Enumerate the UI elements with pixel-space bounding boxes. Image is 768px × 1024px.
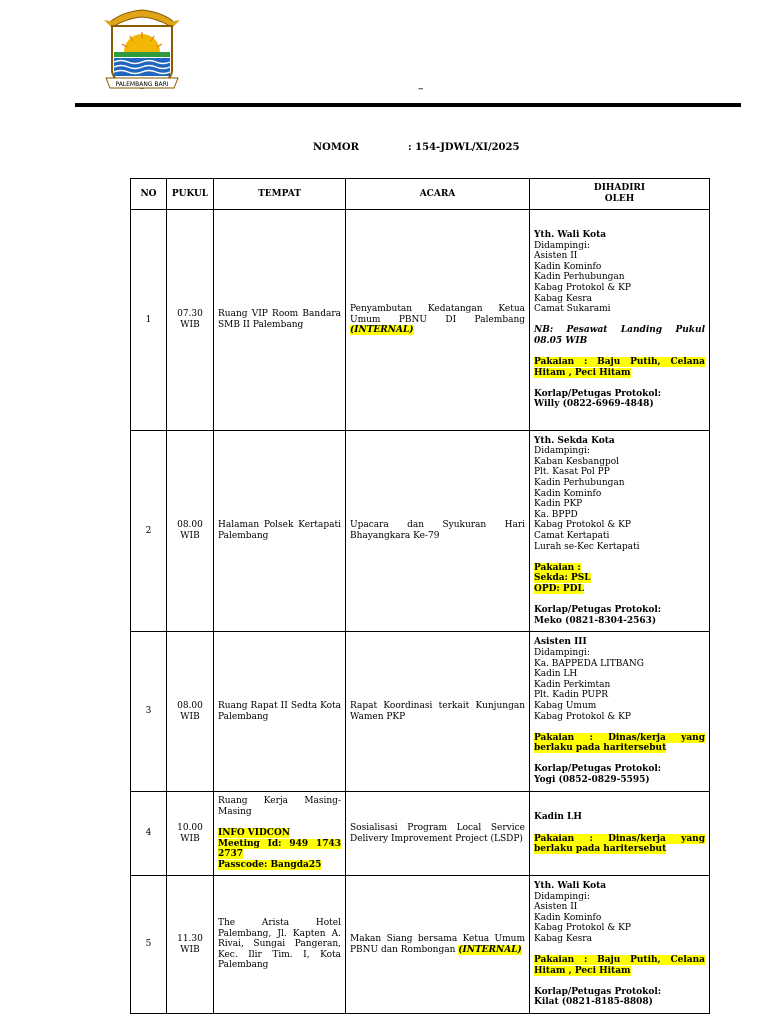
didampingi-label: Didampingi: <box>534 240 590 251</box>
table-row <box>131 876 710 1014</box>
table-row <box>131 792 710 876</box>
cell-tempat <box>214 792 346 876</box>
attendee-item: Lurah se-Kec Kertapati <box>534 541 640 552</box>
pakaian-note: Pakaian : Baju Putih, Celana Hitam , Peci Hitam <box>534 357 705 378</box>
attendee-item: Plt. Kasat Pol PP <box>534 467 610 478</box>
pukul-zone: WIB <box>180 833 200 844</box>
cell-tempat: Ruang Rapat II Sedta Kota Palembang <box>214 632 346 792</box>
pukul-time: 08.00 <box>177 700 203 711</box>
cell-acara <box>346 876 530 1014</box>
cell-no: 5 <box>131 876 167 1014</box>
tempat-text: Ruang Kerja Masing-Masing <box>218 796 341 818</box>
cell-acara: Upacara dan Syukuran Hari Bhayangkara Ke-79 <box>346 431 530 632</box>
cell-acara: Sosialisasi Program Local Service Delivery Improvement Project (LSDP) <box>346 792 530 876</box>
pakaian-sekda: Sekda: PSL <box>534 573 591 584</box>
col-header-dihadiri-line1: DIHADIRI <box>593 183 646 194</box>
attendee-head: Asisten III <box>534 637 587 648</box>
cell-pukul <box>167 210 214 431</box>
header-divider <box>75 103 741 107</box>
pakaian-note: Pakaian : Dinas/kerja yang berlaku pada haritersebut <box>534 833 705 855</box>
attendee-item: Kabag Kesra <box>534 933 592 944</box>
pakaian-opd: OPD: PDL <box>534 583 584 594</box>
korlap-contact: Yogi (0852-0829-5595) <box>534 775 650 786</box>
attendee-item: Kabag Kesra <box>534 293 592 304</box>
cell-pukul <box>167 792 214 876</box>
korlap-label: Korlap/Petugas Protokol: <box>534 764 662 775</box>
korlap-label: Korlap/Petugas Protokol: <box>534 605 662 616</box>
col-header-tempat: TEMPAT <box>214 179 346 210</box>
cell-pukul <box>167 632 214 792</box>
attendee-item: Kadin Perhubungan <box>534 478 625 489</box>
cell-pukul <box>167 876 214 1014</box>
attendee-item: Kabag Umum <box>534 700 597 711</box>
attendee-item: Ka. BAPPEDA LITBANG <box>534 658 644 669</box>
pukul-time: 08.00 <box>177 520 203 531</box>
korlap-contact: Willy (0822-6969-4848) <box>534 399 654 410</box>
didampingi-label: Didampingi: <box>534 891 590 902</box>
acara-text: Penyambutan Kedatangan Ketua Umum PBNU DI Palembang <box>350 304 525 325</box>
acara-tag: (INTERNAL) <box>350 325 414 336</box>
pukul-time: 11.30 <box>177 933 203 944</box>
cell-acara: Rapat Koordinasi terkait Kunjungan Wamen PKP <box>346 632 530 792</box>
pakaian-note: Pakaian : Dinas/kerja yang berlaku pada haritersebut <box>534 732 705 754</box>
table-header-row <box>131 179 710 210</box>
col-header-pukul: PUKUL <box>167 179 214 210</box>
col-header-no: NO <box>131 179 167 210</box>
acara-tag: (INTERNAL) <box>458 944 522 955</box>
pukul-zone: WIB <box>180 711 200 722</box>
attendee-item: Kadin Kominfo <box>534 488 602 499</box>
attendee-head: Yth. Wali Kota <box>534 229 607 240</box>
header-dash: – <box>418 82 424 95</box>
attendee-item: Kaban Kesbangpol <box>534 456 620 467</box>
pukul-zone: WIB <box>180 944 200 955</box>
cell-tempat: Ruang VIP Room Bandara SMB II Palembang <box>214 210 346 431</box>
attendee-item: Kadin LH <box>534 669 578 680</box>
attendee-item: Kadin Kominfo <box>534 912 602 923</box>
cell-no: 1 <box>131 210 167 431</box>
attendee-item: Kabag Protokol & KP <box>534 282 631 293</box>
pukul-time: 07.30 <box>177 309 203 320</box>
cell-no: 3 <box>131 632 167 792</box>
attendee-head: Yth. Wali Kota <box>534 880 607 891</box>
cell-no: 4 <box>131 792 167 876</box>
nb-note: NB: Pesawat Landing Pukul 08.05 WIB <box>534 325 705 346</box>
cell-dihadiri <box>530 632 710 792</box>
table-row <box>131 210 710 431</box>
vidcon-meeting-id: Meeting Id: 949 1743 2737 <box>218 838 341 860</box>
cell-dihadiri <box>530 876 710 1014</box>
cell-tempat: Halaman Polsek Kertapati Palembang <box>214 431 346 632</box>
attendee-head: Yth. Sekda Kota <box>534 435 615 446</box>
attendee-item: Kabag Protokol & KP <box>534 711 631 722</box>
table-row <box>131 632 710 792</box>
col-header-dihadiri-line2: OLEH <box>604 194 635 204</box>
pakaian-note: Pakaian : <box>534 562 581 573</box>
vidcon-passcode: Passcode: Bangda25 <box>218 859 322 870</box>
schedule-table <box>130 178 710 1014</box>
attendee-item: Kabag Protokol & KP <box>534 520 631 531</box>
korlap-label: Korlap/Petugas Protokol: <box>534 986 662 997</box>
attendee-item: Camat Kertapati <box>534 531 610 541</box>
cell-dihadiri <box>530 431 710 632</box>
attendee-item: Kadin Perkimtan <box>534 679 611 690</box>
nomor-value: : 154-JDWL/XI/2025 <box>408 142 520 153</box>
nomor-label: NOMOR <box>313 142 359 153</box>
cell-acara <box>346 210 530 431</box>
attendee-item: Asisten II <box>534 902 578 913</box>
pukul-time: 10.00 <box>177 822 203 833</box>
attendee-item: Asisten II <box>534 251 578 262</box>
didampingi-label: Didampingi: <box>534 446 590 457</box>
cell-dihadiri <box>530 210 710 431</box>
table-row <box>131 431 710 632</box>
korlap-label: Korlap/Petugas Protokol: <box>534 388 662 399</box>
didampingi-label: Didampingi: <box>534 647 590 658</box>
pakaian-note: Pakaian : Baju Putih, Celana Hitam , Peci Hitam <box>534 955 705 976</box>
attendee-item: Camat Sukarami <box>534 304 611 315</box>
korlap-contact: Kilat (0821-8185-8808) <box>534 997 653 1008</box>
vidcon-title: INFO VIDCON <box>218 828 291 839</box>
attendee-head: Kadin LH <box>534 812 582 823</box>
city-emblem-logo <box>100 8 184 94</box>
acara-text: Makan Siang bersama Ketua Umum PBNU dan Rombongan <box>350 933 525 955</box>
attendee-item: Kadin Perhubungan <box>534 272 625 283</box>
attendee-item: Kadin Kominfo <box>534 261 602 272</box>
pukul-zone: WIB <box>180 531 200 541</box>
attendee-item: Ka. BPPD <box>534 509 578 520</box>
cell-pukul <box>167 431 214 632</box>
cell-dihadiri <box>530 792 710 876</box>
cell-no: 2 <box>131 431 167 632</box>
attendee-item: Kabag Protokol & KP <box>534 923 631 934</box>
attendee-item: Plt. Kadin PUPR <box>534 690 608 701</box>
cell-tempat: The Arista Hotel Palembang, Jl. Kapten A. Rivai, Sungai Pangeran, Kec. Ilir Tim. I, Kota Palembang <box>214 876 346 1014</box>
attendee-item: Kadin PKP <box>534 499 583 510</box>
col-header-dihadiri <box>530 179 710 210</box>
col-header-acara: ACARA <box>346 179 530 210</box>
pukul-zone: WIB <box>180 320 200 330</box>
svg-text:PALEMBANG BARI: PALEMBANG BARI <box>115 81 169 88</box>
korlap-contact: Meko (0821-8304-2563) <box>534 615 657 626</box>
